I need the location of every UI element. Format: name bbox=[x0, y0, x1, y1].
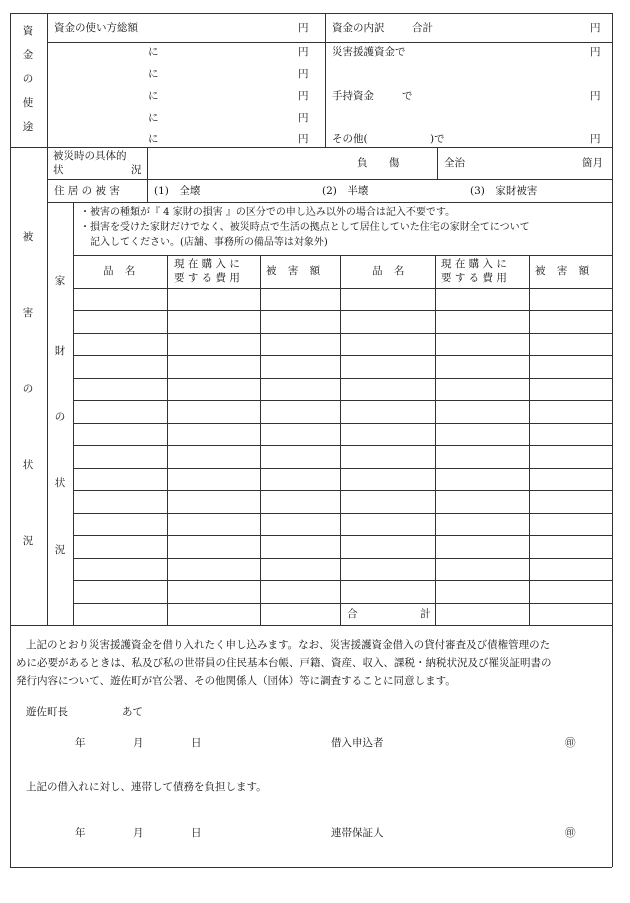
breakdown-total-label: 合計 bbox=[412, 22, 433, 34]
col-cost-left-line1: 現 在 購 入 に bbox=[174, 258, 240, 270]
full-recovery-label: 全治 bbox=[444, 157, 465, 169]
guarantor-seal: ㊞ bbox=[565, 827, 576, 839]
addressee: 遊佐町長 bbox=[26, 706, 68, 718]
note-2: ・損害を受けた家財だけでなく、被災時点で生活の拠点として居住していた住宅の家財全てについて bbox=[80, 222, 530, 233]
table-row-line bbox=[73, 400, 612, 401]
table-row-line bbox=[73, 513, 612, 514]
guarantee-text: 上記の借入れに対し、連帯して債務を負担します。 bbox=[26, 781, 267, 793]
applicant-seal: ㊞ bbox=[565, 737, 576, 749]
household-vertical-char-1: 家 bbox=[54, 275, 66, 287]
total-usage-label: 資金の使い方総額 bbox=[54, 22, 138, 34]
declaration-line-3: 発行内容について、遊佐町が官公署、その他関係人（団体）等に調査することに同意します。 bbox=[16, 675, 456, 687]
total-row-label-1: 合 bbox=[347, 608, 358, 620]
addressee-ate: あて bbox=[122, 706, 143, 718]
breakdown-yen: 円 bbox=[590, 22, 601, 34]
own-fund-label: 手持資金 bbox=[332, 90, 374, 102]
own-fund-yen: 円 bbox=[590, 90, 601, 102]
applicant-month: 月 bbox=[133, 737, 144, 749]
table-row-line bbox=[73, 423, 612, 424]
house-option-household: (3) 家財被害 bbox=[470, 185, 538, 197]
guarantor-month: 月 bbox=[133, 827, 144, 839]
own-fund-de: で bbox=[402, 90, 413, 102]
table-row-line bbox=[73, 535, 612, 536]
usage-line-1-ni: に bbox=[148, 46, 159, 58]
col-item-left: 品 名 bbox=[103, 265, 136, 277]
other-fund-yen: 円 bbox=[590, 133, 601, 145]
specific-situation-label-2: 状 bbox=[53, 164, 64, 176]
note-1: ・被害の種類が『 4 家財の損害 』の区分での申し込み以外の場合は記入不要です。 bbox=[80, 207, 456, 218]
table-row-line bbox=[73, 378, 612, 379]
table-row-line bbox=[73, 355, 612, 356]
usage-vertical-char-4: 使 bbox=[22, 97, 34, 109]
declaration-line-1: 上記のとおり災害援護資金を借り入れたく申し込みます。なお、災害援護資金借入の貸付審査及び債権管理のた bbox=[26, 639, 551, 651]
guarantor-year: 年 bbox=[75, 827, 86, 839]
house-option-full: (1) 全壊 bbox=[154, 185, 201, 197]
usage-line-4-ni: に bbox=[148, 112, 159, 124]
household-vertical-char-4: 状 bbox=[54, 477, 66, 489]
breakdown-label: 資金の内訳 bbox=[332, 22, 385, 34]
table-row-line bbox=[73, 288, 612, 289]
guarantor-day: 日 bbox=[191, 827, 202, 839]
total-usage-yen: 円 bbox=[298, 22, 309, 34]
table-row-line bbox=[73, 490, 612, 491]
col-cost-left-line2: 要 す る 費 用 bbox=[174, 272, 240, 284]
house-option-half: (2) 半壊 bbox=[322, 185, 369, 197]
damage-vertical-char-2: 害 bbox=[22, 307, 34, 319]
usage-line-3-ni: に bbox=[148, 90, 159, 102]
damage-vertical-char-4: 状 bbox=[22, 459, 34, 471]
col-item-right: 品 名 bbox=[372, 265, 405, 277]
house-damage-label: 住 居 の 被 害 bbox=[54, 185, 120, 197]
table-row-line bbox=[73, 468, 612, 469]
declaration-line-2: めに必要があるときは、私及び私の世帯員の住民基本台帳、戸籍、資産、収入、課税・納税状況及び罹災証明書の bbox=[16, 657, 552, 669]
usage-line-5-ni: に bbox=[148, 133, 159, 145]
months-label: 箇月 bbox=[582, 157, 603, 169]
usage-line-3-yen: 円 bbox=[298, 90, 309, 102]
household-vertical-char-3: の bbox=[54, 411, 66, 423]
specific-situation-label-3: 況 bbox=[131, 164, 142, 176]
table-row-line bbox=[73, 558, 612, 559]
damage-vertical-char-3: の bbox=[22, 383, 34, 395]
injury-label: 負 傷 bbox=[357, 157, 400, 169]
other-fund-label: その他( bbox=[332, 133, 368, 145]
total-row-label-2: 計 bbox=[420, 608, 431, 620]
disaster-fund-yen: 円 bbox=[590, 46, 601, 58]
other-fund-de: )で bbox=[430, 133, 445, 145]
table-row-line bbox=[73, 310, 612, 311]
col-cost-right-line2: 要 す る 費 用 bbox=[441, 272, 507, 284]
table-row-line bbox=[73, 333, 612, 334]
usage-vertical-char-1: 資 bbox=[22, 25, 34, 37]
col-cost-right-line1: 現 在 購 入 に bbox=[441, 258, 507, 270]
household-vertical-char-2: 財 bbox=[54, 345, 66, 357]
damage-vertical-char-5: 況 bbox=[22, 535, 34, 547]
col-damage-right: 被 害 額 bbox=[535, 265, 590, 277]
usage-vertical-char-3: の bbox=[22, 73, 34, 85]
applicant-day: 日 bbox=[191, 737, 202, 749]
household-vertical-char-5: 況 bbox=[54, 544, 66, 556]
col-damage-left: 被 害 額 bbox=[266, 265, 321, 277]
applicant-year: 年 bbox=[75, 737, 86, 749]
table-row-line bbox=[73, 445, 612, 446]
usage-vertical-char-5: 途 bbox=[22, 121, 34, 133]
usage-line-5-yen: 円 bbox=[298, 133, 309, 145]
guarantor-label: 連帯保証人 bbox=[331, 827, 384, 839]
disaster-fund-label: 災害援護資金で bbox=[332, 46, 406, 58]
usage-line-2-yen: 円 bbox=[298, 68, 309, 80]
usage-line-1-yen: 円 bbox=[298, 46, 309, 58]
table-row-line bbox=[73, 580, 612, 581]
damage-vertical-char-1: 被 bbox=[22, 231, 34, 243]
specific-situation-label: 被災時の具体的 bbox=[53, 150, 127, 162]
table-row-line bbox=[73, 603, 612, 604]
usage-line-4-yen: 円 bbox=[298, 112, 309, 124]
applicant-label: 借入申込者 bbox=[331, 737, 384, 749]
note-3: 記入してください。(店舗、事務所の備品等は対象外) bbox=[80, 237, 328, 248]
usage-line-2-ni: に bbox=[148, 68, 159, 80]
usage-vertical-char-2: 金 bbox=[22, 49, 34, 61]
